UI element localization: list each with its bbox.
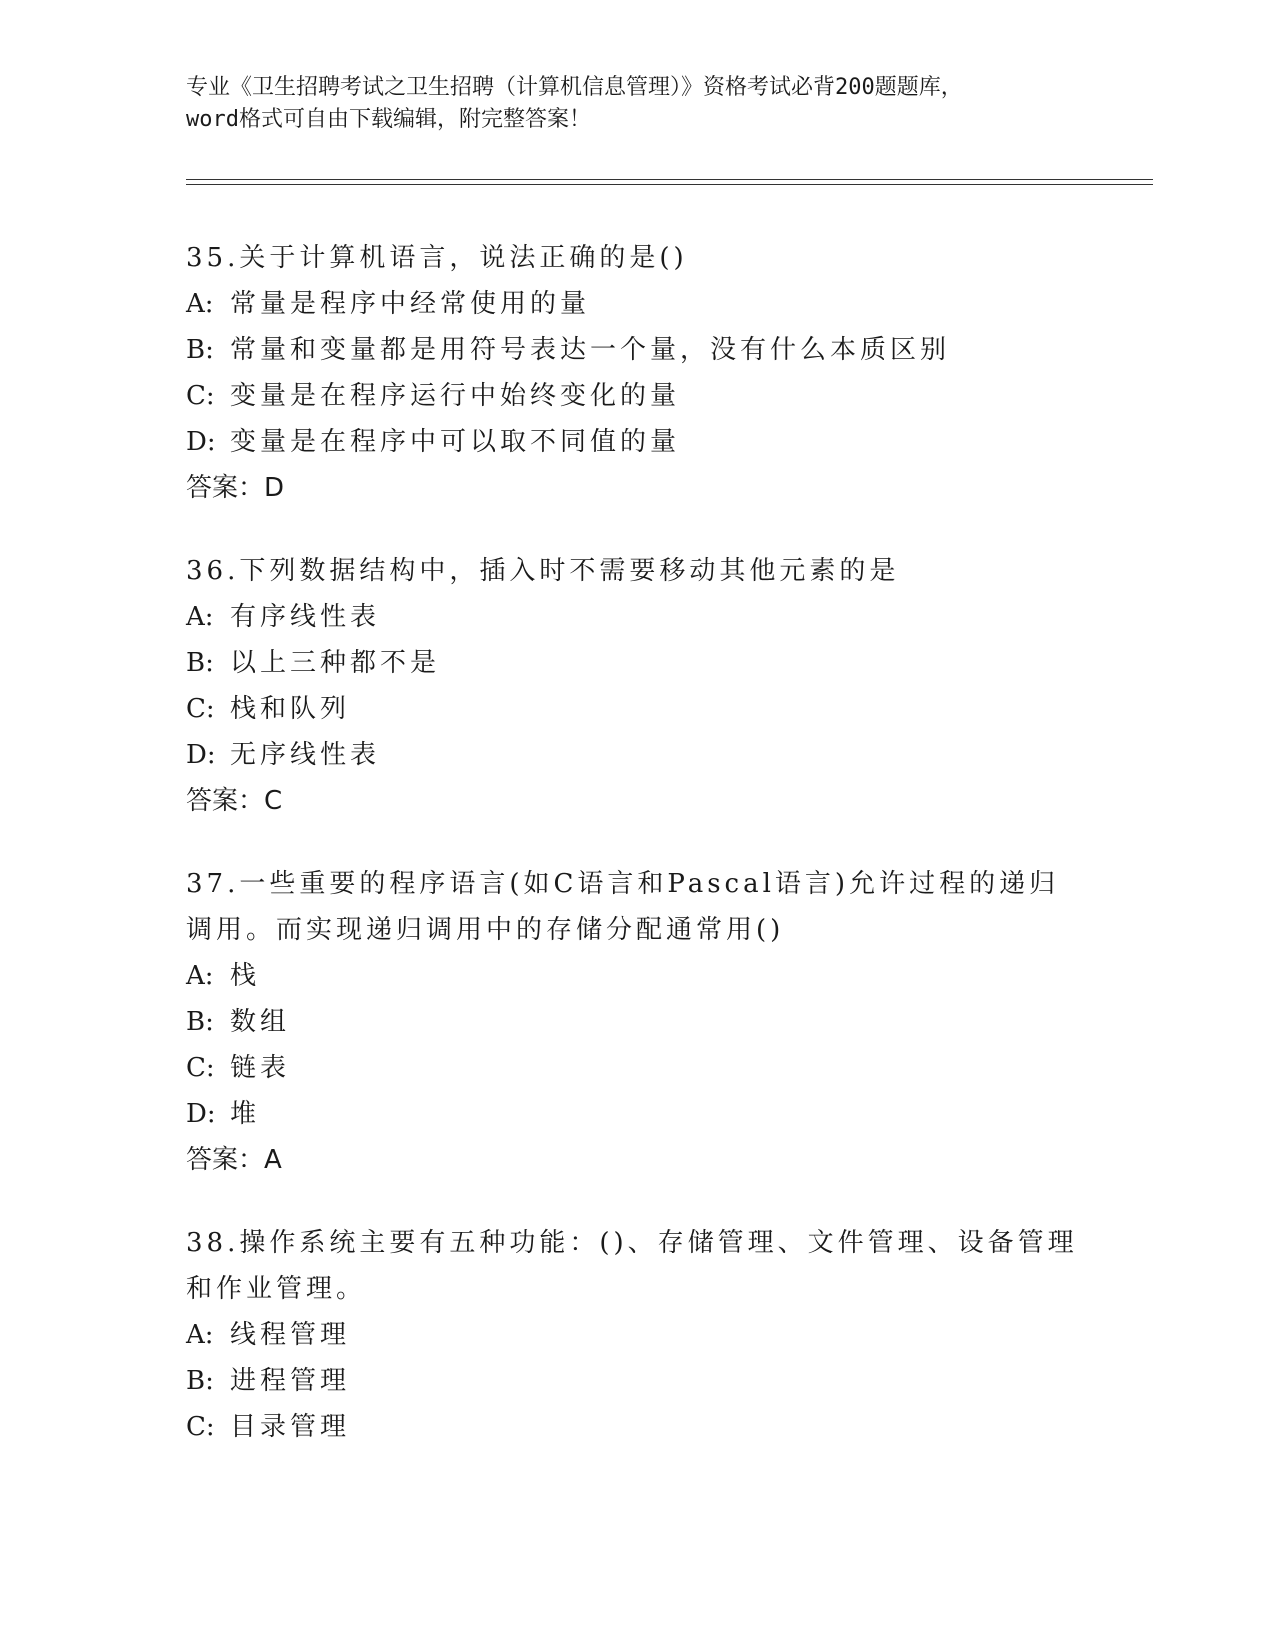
option-d: [186, 419, 1086, 465]
option-letter: B:: [186, 335, 214, 365]
option-a: [186, 1312, 1086, 1358]
option-b: [186, 640, 1086, 686]
option-text: 无序线性表: [230, 740, 381, 770]
option-letter: A:: [186, 289, 214, 319]
option-c: [186, 1404, 1086, 1450]
answer-label: 答案：C: [186, 786, 283, 816]
option-letter: B:: [186, 648, 214, 678]
option-text: 堆: [230, 1099, 261, 1129]
option-a: [186, 953, 1086, 999]
option-letter: A:: [186, 1320, 214, 1350]
header-divider-bottom: [186, 184, 1153, 185]
question-37: [186, 861, 1086, 1183]
option-c: [186, 686, 1086, 732]
header-line-2: word格式可自由下载编辑，附完整答案！: [186, 107, 591, 132]
option-letter: D:: [186, 1099, 216, 1129]
question-38: [186, 1220, 1086, 1450]
question-list: [186, 235, 1086, 1487]
option-letter: B:: [186, 1007, 214, 1037]
option-a: [186, 594, 1086, 640]
option-text: 数组: [230, 1007, 291, 1037]
option-a: [186, 281, 1086, 327]
option-text: 以上三种都不是: [230, 648, 441, 678]
option-c: [186, 1045, 1086, 1091]
option-text: 栈和队列: [230, 694, 351, 724]
option-letter: A:: [186, 961, 214, 991]
option-text: 线程管理: [230, 1320, 351, 1350]
option-d: [186, 1091, 1086, 1137]
question-36: [186, 548, 1086, 824]
answer-label: 答案：D: [186, 473, 285, 503]
option-letter: B:: [186, 1366, 214, 1396]
answer-label: 答案：A: [186, 1145, 282, 1175]
option-letter: C:: [186, 381, 215, 411]
option-text: 进程管理: [230, 1366, 351, 1396]
question-stem: 38.操作系统主要有五种功能：()、存储管理、文件管理、设备管理和作业管理。: [186, 1228, 1078, 1304]
option-text: 目录管理: [230, 1412, 351, 1442]
header-line-1: 专业《卫生招聘考试之卫生招聘（计算机信息管理）》资格考试必背200题题库，: [186, 75, 963, 100]
option-text: 栈: [230, 961, 261, 991]
option-letter: C:: [186, 1412, 215, 1442]
option-letter: D:: [186, 740, 216, 770]
option-text: 变量是在程序中可以取不同值的量: [230, 427, 681, 457]
document-header: [186, 72, 1086, 136]
option-d: [186, 732, 1086, 778]
question-stem: 36.下列数据结构中，插入时不需要移动其他元素的是: [186, 556, 900, 586]
option-c: [186, 373, 1086, 419]
question-35: [186, 235, 1086, 511]
option-text: 常量和变量都是用符号表达一个量，没有什么本质区别: [230, 335, 951, 365]
option-b: [186, 327, 1086, 373]
option-letter: A:: [186, 602, 214, 632]
question-stem: 37.一些重要的程序语言(如C语言和Pascal语言)允许过程的递归调用。而实现递归调用中的存储分配通常用(): [186, 869, 1060, 945]
option-text: 链表: [230, 1053, 291, 1083]
option-text: 有序线性表: [230, 602, 381, 632]
header-divider-top: [186, 179, 1153, 180]
option-letter: C:: [186, 1053, 215, 1083]
option-text: 变量是在程序运行中始终变化的量: [230, 381, 681, 411]
option-b: [186, 999, 1086, 1045]
option-text: 常量是程序中经常使用的量: [230, 289, 591, 319]
option-letter: D:: [186, 427, 216, 457]
question-stem: 35.关于计算机语言，说法正确的是(): [186, 243, 688, 273]
option-letter: C:: [186, 694, 215, 724]
option-b: [186, 1358, 1086, 1404]
